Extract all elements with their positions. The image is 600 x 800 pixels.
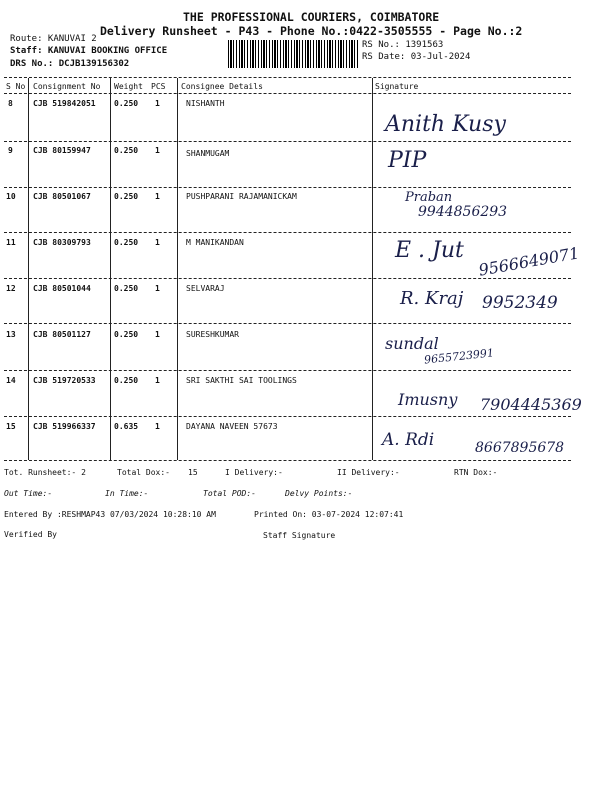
row-pcs: 1 xyxy=(155,422,160,431)
row-separator xyxy=(4,416,571,417)
route-label: Route: KANUVAI 2 xyxy=(10,34,97,44)
tot-runsheet: Tot. Runsheet:- 2 xyxy=(4,468,86,477)
staff-signature: Staff Signature xyxy=(263,531,336,540)
i-delivery: I Delivery:- xyxy=(225,468,283,477)
col-consignment: Consignment No xyxy=(33,82,101,91)
row-consignment: CJB 80159947 xyxy=(33,146,91,155)
row-pcs: 1 xyxy=(155,330,160,339)
handwritten-signature: PIP xyxy=(388,148,427,173)
handwritten-phone: 9944856293 xyxy=(418,204,508,220)
runsheet-title: Delivery Runsheet - P43 - Phone No.:0422-3505555 - Page No.:2 xyxy=(100,24,523,38)
row-separator xyxy=(4,232,571,233)
row-sno: 15 xyxy=(6,422,16,431)
row-weight: 0.250 xyxy=(114,192,139,201)
row-consignee: M MANIKANDAN xyxy=(186,238,244,247)
delvy-points: Delvy Points:- xyxy=(285,489,353,498)
drs-number: DRS No.: DCJB139156302 xyxy=(10,59,130,69)
entered-by: Entered By :RESHMAP43 07/03/2024 10:28:10 AM xyxy=(4,510,216,519)
row-consignee: SELVARAJ xyxy=(186,284,225,293)
row-separator xyxy=(4,141,571,142)
company-name: THE PROFESSIONAL COURIERS, COIMBATORE xyxy=(183,10,440,24)
row-weight: 0.250 xyxy=(114,146,139,155)
handwritten-signature: R. Kraj xyxy=(400,288,464,309)
col-signature: Signature xyxy=(375,82,419,91)
table-bottom-rule xyxy=(4,460,571,461)
row-consignee: DAYANA NAVEEN 57673 xyxy=(186,422,278,431)
row-consignee: PUSHPARANI RAJAMANICKAM xyxy=(186,192,297,201)
handwritten-phone: 8667895678 xyxy=(475,440,565,456)
row-pcs: 1 xyxy=(155,238,160,247)
row-consignment: CJB 519966337 xyxy=(33,422,96,431)
row-weight: 0.250 xyxy=(114,284,139,293)
staff-label: Staff: KANUVAI BOOKING OFFICE xyxy=(10,46,168,56)
handwritten-signature: Imusny xyxy=(398,390,458,409)
col-sno: S No xyxy=(6,82,26,91)
row-weight: 0.250 xyxy=(114,238,139,247)
row-pcs: 1 xyxy=(155,99,160,108)
handwritten-phone: 7904445369 xyxy=(480,395,582,414)
total-dox-value: 15 xyxy=(188,468,198,477)
handwritten-phone: 9655723991 xyxy=(423,346,495,367)
row-weight: 0.250 xyxy=(114,330,139,339)
row-sno: 9 xyxy=(8,146,13,155)
row-pcs: 1 xyxy=(155,376,160,385)
ii-delivery: II Delivery:- xyxy=(337,468,400,477)
row-sno: 11 xyxy=(6,238,16,247)
printed-on: Printed On: 03-07-2024 12:07:41 xyxy=(254,510,404,519)
row-consignment: CJB 519842051 xyxy=(33,99,96,108)
col-divider xyxy=(110,78,111,460)
total-dox-label: Total Dox:- xyxy=(117,468,170,477)
row-weight: 0.635 xyxy=(114,422,139,431)
rs-date: RS Date: 03-Jul-2024 xyxy=(362,52,471,62)
row-separator xyxy=(4,278,571,279)
row-sno: 14 xyxy=(6,376,16,385)
col-divider xyxy=(28,78,29,460)
col-divider xyxy=(177,78,178,460)
col-consignee: Consignee Details xyxy=(181,82,263,91)
row-consignee: SURESHKUMAR xyxy=(186,330,239,339)
row-consignee: SRI SAKTHI SAI TOOLINGS xyxy=(186,376,297,385)
table-header-rule xyxy=(4,93,571,94)
row-sno: 8 xyxy=(8,99,13,108)
in-time: In Time:- xyxy=(105,489,149,498)
handwritten-signature: E . Jut xyxy=(395,238,464,263)
row-consignment: CJB 80501067 xyxy=(33,192,91,201)
handwritten-signature: sundal xyxy=(385,334,439,353)
row-weight: 0.250 xyxy=(114,376,139,385)
handwritten-signature: Praban xyxy=(405,190,453,205)
col-weight: Weight xyxy=(114,82,143,91)
rtn-dox: RTN Dox:- xyxy=(454,468,498,477)
row-pcs: 1 xyxy=(155,284,160,293)
row-pcs: 1 xyxy=(155,192,160,201)
out-time: Out Time:- xyxy=(4,489,53,498)
row-sno: 10 xyxy=(6,192,16,201)
row-sno: 13 xyxy=(6,330,16,339)
row-consignment: CJB 80309793 xyxy=(33,238,91,247)
row-consignment: CJB 519720533 xyxy=(33,376,96,385)
row-consignee: SHANMUGAM xyxy=(186,149,230,158)
row-weight: 0.250 xyxy=(114,99,139,108)
row-pcs: 1 xyxy=(155,146,160,155)
row-separator xyxy=(4,187,571,188)
handwritten-signature: Anith Kusy xyxy=(385,112,506,137)
handwritten-phone: 9952349 xyxy=(482,293,558,313)
barcode-image xyxy=(228,40,358,68)
row-sno: 12 xyxy=(6,284,16,293)
table-top-rule xyxy=(4,77,571,78)
col-divider xyxy=(372,78,373,460)
row-separator xyxy=(4,370,571,371)
verified-by: Verified By xyxy=(4,530,57,539)
rs-number: RS No.: 1391563 xyxy=(362,40,444,50)
row-consignment: CJB 80501044 xyxy=(33,284,91,293)
row-separator xyxy=(4,323,571,324)
row-consignment: CJB 80501127 xyxy=(33,330,91,339)
row-consignee: NISHANTH xyxy=(186,99,225,108)
handwritten-signature: A. Rdi xyxy=(382,430,435,450)
handwritten-phone: 9566649071 xyxy=(477,243,581,280)
total-pod: Total POD:- xyxy=(203,489,256,498)
col-pcs: PCS xyxy=(151,82,166,91)
